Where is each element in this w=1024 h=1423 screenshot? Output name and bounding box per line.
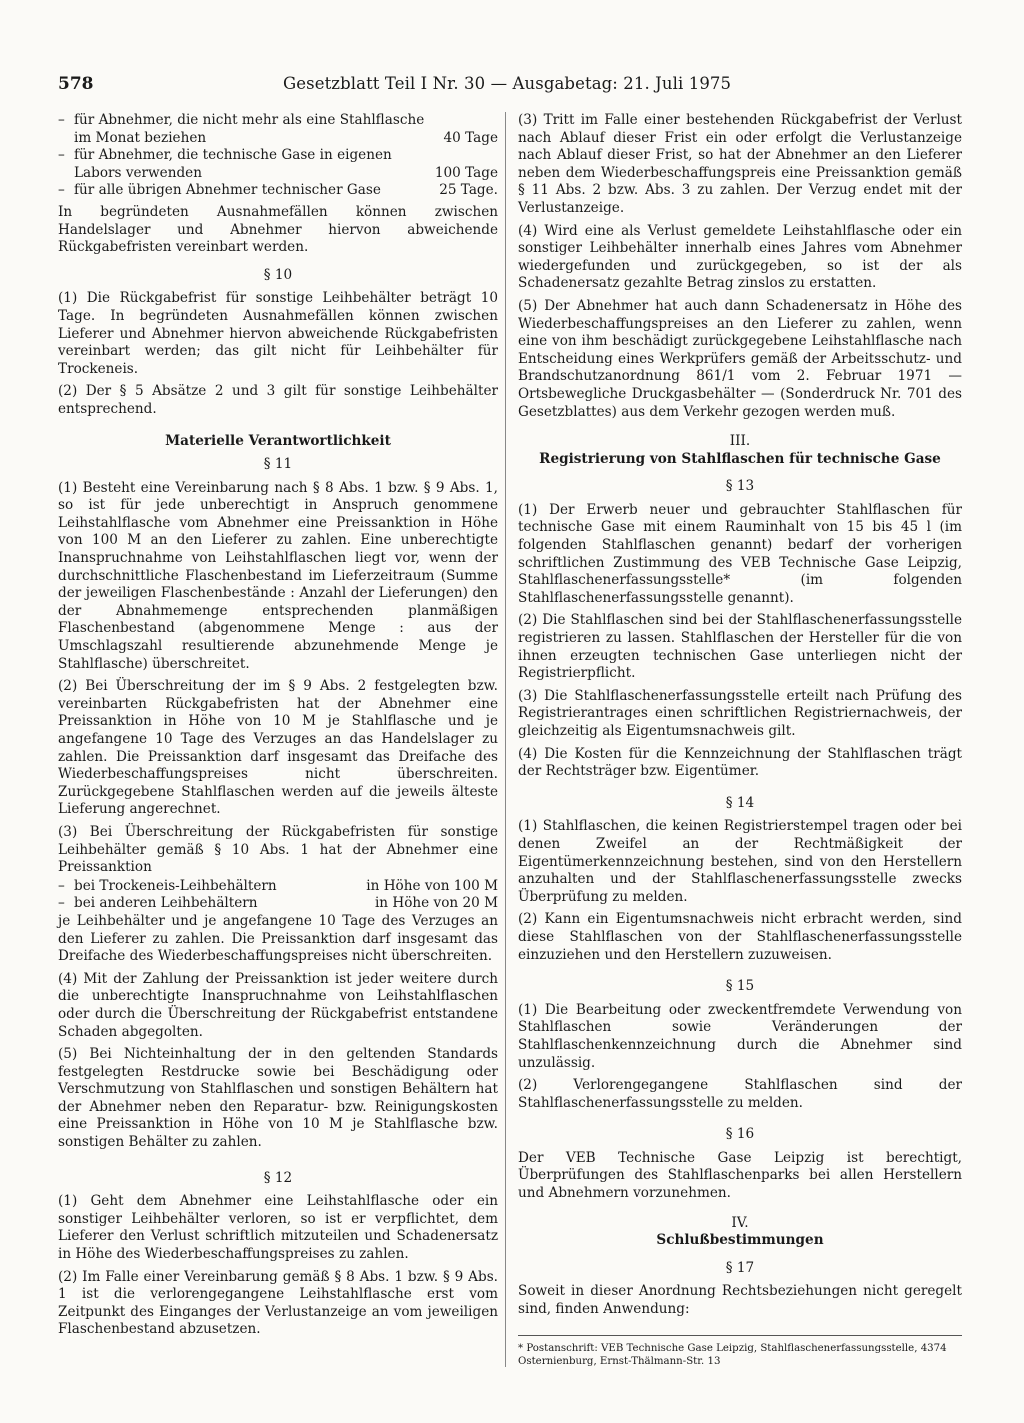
paragraph: (5) Der Abnehmer hat auch dann Schadenersatz in Höhe des Wiederbeschaffungspreises an den Lieferer zu zahlen, wenn eine von ihm beschädigt zurückgegebene Leihstahlflasche nach Entscheidung eines Werkprüfers gemäß der Arbeitsschutz- und Brandschutzanordnung 861/1 vom 2. Februar 1971 — Ortsbewegliche Druckgasbehälter — (Sonderdruck Nr. 701 des Gesetzblattes) aus dem Verkehr gezogen werden muß. bbox=[518, 297, 962, 420]
paragraph: (2) Kann ein Eigentumsnachweis nicht erbracht werden, sind diese Stahlflaschen von der Stahlflaschenerfassungsstelle einzuziehen und den Herstellern zuzuweisen. bbox=[518, 911, 962, 963]
subheading: Materielle Verantwortlichkeit bbox=[165, 432, 391, 449]
list-item: – für Abnehmer, die technische Gase in eigenen Labors verwenden 100 Tage bbox=[58, 147, 498, 181]
list-item-amount: 100 Tage bbox=[434, 164, 498, 181]
rate-amount: in Höhe von 20 M bbox=[374, 895, 498, 912]
paragraph: (4) Wird eine als Verlust gemeldete Leihstahlflasche oder ein sonstiger Leihbehälter innerhalb eines Jahres vom Abnehmer wiedergefunden und zurückgegeben, so ist der als Schadenersatz gezahlte Betrag zinslos zu erstatten. bbox=[518, 222, 962, 292]
section-heading: § 12 bbox=[263, 1169, 293, 1186]
paragraph: (5) Bei Nichteinhaltung der in den geltenden Standards festgelegten Restdrucke sowie bei Beschädigung oder Verschmutzung von Stahlflaschen und sonstigen Behältern hat der Abnehmer neben den Reparatur- bzw. Reinigungskosten eine Preissanktion in Höhe von 10 M je Stahlflasche bzw. sonstigen Behälter zu zahlen. bbox=[58, 1046, 498, 1151]
paragraph: (4) Die Kosten für die Kennzeichnung der Stahlflaschen trägt der Rechtsträger bzw. Eigentümer. bbox=[518, 745, 962, 780]
paragraph: (2) Verlorengegangene Stahlflaschen sind der Stahlflaschenerfassungsstelle zu melden. bbox=[518, 1077, 962, 1111]
paragraph: je Leihbehälter und je angefangene 10 Tage des Verzuges an den Lieferer zu zahlen. Die Preissanktion darf insgesamt das Dreifache des Wiederbeschaffungspreises nicht überschreiten. bbox=[58, 912, 498, 965]
subheading: Schlußbestimmungen bbox=[656, 1232, 824, 1249]
rate-row: – bei Trockeneis-Leihbehältern in Höhe von 100 M bbox=[58, 877, 498, 894]
section-heading: § 10 bbox=[263, 266, 293, 283]
paragraph: (2) Im Falle einer Vereinbarung gemäß § 8 Abs. 1 bzw. § 9 Abs. 1 ist die verlorengegangene Leihstahlflasche erst vom Zeitpunkt des Einganges der Verlustanzeige an vom jeweiligen Flaschenbestand abzusetzen. bbox=[58, 1268, 498, 1338]
column-divider bbox=[505, 112, 506, 1367]
list-item: – für Abnehmer, die nicht mehr als eine Stahlflasche im Monat beziehen 40 Tage bbox=[58, 112, 498, 146]
list-item-text: für Abnehmer, die nicht mehr als eine Stahlflasche im Monat beziehen bbox=[74, 112, 425, 146]
rate-label: bei anderen Leihbehältern bbox=[74, 895, 258, 912]
paragraph: (2) Bei Überschreitung der im § 9 Abs. 2 festgelegten bzw. vereinbarten Rückgabefristen hat der Abnehmer eine Preissanktion in Höhe von 10 M je Stahlflasche und je angefangene 10 Tage des Verzuges an das Handelslager zu zahlen. Die Preissanktion darf insgesamt das Dreifache des Wiederbeschaffungspreises nicht überschreiten. Zurückgegebene Stahlflaschen werden auf die jeweils älteste Lieferung angerechnet. bbox=[58, 678, 498, 818]
paragraph: (3) Tritt im Falle einer bestehenden Rückgabefrist der Verlust nach Ablauf dieser Frist ein oder erfolgt die Verlustanzeige nach Ablauf dieser Frist, so hat der Abnehmer an den Lieferer neben dem Wiederbeschaffungspreis eine Preissanktion gemäß § 11 Abs. 2 bzw. Abs. 3 zu zahlen. Der Verzug endet mit der Verlustanzeige. bbox=[518, 112, 962, 216]
list-item-amount: 40 Tage bbox=[443, 129, 498, 146]
section-heading: § 17 bbox=[725, 1259, 755, 1276]
paragraph: (4) Mit der Zahlung der Preissanktion ist jeder weitere durch die unberechtigte Inanspruchnahme von Leihstahlflaschen oder durch die Überschreitung der Rückgabefrist entstandene Schaden abgegolten. bbox=[58, 970, 498, 1040]
rate-row: – bei anderen Leihbehältern in Höhe von 20 M bbox=[58, 895, 498, 912]
part-number: IV. bbox=[731, 1214, 749, 1231]
paragraph: (1) Der Erwerb neuer und gebrauchter Stahlflaschen für technische Gase mit einem Rauminhalt von 15 bis 45 l (im folgenden Stahlflaschen genannt) bedarf der vorherigen schriftlichen Zustimmung des VEB Technische Gase Leipzig, Stahlflaschenerfassungsstelle* (im folgenden Stahlflaschenerfassungsstelle genannt). bbox=[518, 501, 962, 606]
list-item-amount: 25 Tage. bbox=[439, 182, 498, 199]
footnote: * Postanschrift: VEB Technische Gase Leipzig, Stahlflaschenerfassungsstelle, 4374 Osternienburg, Ernst-Thälmann-Str. 13 bbox=[518, 1335, 962, 1368]
section-heading: § 14 bbox=[725, 794, 755, 811]
paragraph: (1) Die Bearbeitung oder zweckentfremdete Verwendung von Stahlflaschen sowie Veränderungen der Stahlflaschenkennzeichnung durch die Abnehmer sind unzulässig. bbox=[518, 1001, 962, 1071]
list-item-text: für alle übrigen Abnehmer technischer Gase bbox=[74, 182, 381, 199]
paragraph: (1) Die Rückgabefrist für sonstige Leihbehälter beträgt 10 Tage. In begründeten Ausnahmefällen können zwischen Lieferer und Abnehmer hiervon abweichende Rückgabefristen vereinbart werden; das gilt nicht für Leihbehälter für Trockeneis. bbox=[58, 290, 498, 377]
paragraph: In begründeten Ausnahmefällen können zwischen Handelslager und Abnehmer hiervon abweichende Rückgabefristen vereinbart werden. bbox=[58, 203, 498, 256]
list-item-text: für Abnehmer, die technische Gase in eigenen Labors verwenden bbox=[74, 147, 392, 181]
section-heading: § 15 bbox=[725, 978, 755, 995]
paragraph: (2) Der § 5 Absätze 2 und 3 gilt für sonstige Leihbehälter entsprechend. bbox=[58, 383, 498, 417]
right-column bbox=[518, 112, 962, 1368]
paragraph: (1) Geht dem Abnehmer eine Leihstahlflasche oder ein sonstiger Leihbehälter verloren, so ist er verpflichtet, dem Lieferer den Verlust schriftlich mitzuteilen und Schadenersatz in Höhe des Wiederbeschaffungspreises zu zahlen. bbox=[58, 1193, 498, 1263]
paragraph: Der VEB Technische Gase Leipzig ist berechtigt, Überprüfungen des Stahlflaschenparks bei allen Herstellern und Abnehmern vorzunehmen. bbox=[518, 1149, 962, 1202]
page-number: 578 bbox=[58, 74, 94, 94]
rate-amount: in Höhe von 100 M bbox=[366, 877, 498, 894]
section-heading: § 16 bbox=[725, 1126, 755, 1143]
paragraph: (1) Stahlflaschen, die keinen Registrierstempel tragen oder bei denen Zweifel an der Rechtmäßigkeit der Eigentümerkennzeichnung bestehen, sind von den Herstellern anzuhalten und der Stahlflaschenerfassungsstelle zwecks Überprüfung zu melden. bbox=[518, 818, 962, 905]
paragraph: (2) Die Stahlflaschen sind bei der Stahlflaschenerfassungsstelle registrieren zu lassen. Stahlflaschen der Hersteller für die von ihnen erzeugten technischen Gase unterliegen nicht der Registrierpflicht. bbox=[518, 612, 962, 682]
subheading: Registrierung von Stahlflaschen für technische Gase bbox=[539, 450, 941, 467]
gazette-title: Gesetzblatt Teil I Nr. 30 — Ausgabetag: 21. Juli 1975 bbox=[283, 74, 732, 93]
paragraph: (3) Die Stahlflaschenerfassungsstelle erteilt nach Prüfung des Registrierantrages einen schriftlichen Registriernachweis, der gleichzeitig als Eigentumsnachweis gilt. bbox=[518, 687, 962, 739]
left-column bbox=[58, 112, 498, 1344]
page-header bbox=[58, 74, 958, 98]
paragraph: (3) Bei Überschreitung der Rückgabefristen für sonstige Leihbehälter gemäß § 10 Abs. 1 hat der Abnehmer eine Preissanktion bbox=[58, 823, 498, 876]
paragraph: (1) Besteht eine Vereinbarung nach § 8 Abs. 1 bzw. § 9 Abs. 1, so ist für jede unberechtigt in Anspruch genommene Leihstahlflasche vom Abnehmer eine Preissanktion in Höhe von 100 M an den Lieferer zu zahlen. Eine unberechtigte Inanspruchnahme von Leihstahlflaschen liegt vor, wenn der durchschnittliche Flaschenbestand im Lieferzeitraum (Summe der jeweiligen Flaschenbestände : Anzahl der Lieferungen) den der Abnahmemenge entsprechenden planmäßigen Flaschenbestand (abgenommene Menge : aus der Umschlagszahl resultierende abzunehmende Menge je Stahlflasche) überschreitet. bbox=[58, 479, 498, 672]
rate-label: bei Trockeneis-Leihbehältern bbox=[74, 877, 277, 894]
paragraph: Soweit in dieser Anordnung Rechtsbeziehungen nicht geregelt sind, finden Anwendung: bbox=[518, 1283, 962, 1318]
section-heading: § 11 bbox=[263, 456, 293, 473]
part-number: III. bbox=[729, 433, 751, 450]
list-item: – für alle übrigen Abnehmer technischer Gase 25 Tage. bbox=[58, 182, 498, 199]
section-heading: § 13 bbox=[725, 478, 755, 495]
